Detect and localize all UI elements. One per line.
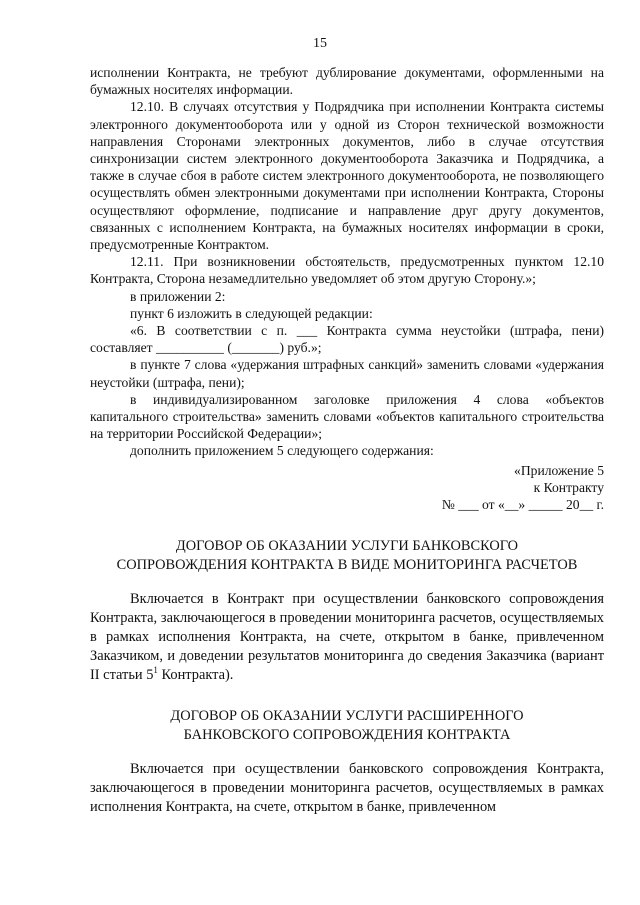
section1-superscript: 1: [153, 665, 158, 676]
section1-text-main: Включается в Контракт при осуществлении банковского сопровождения Контракта, заключающегося в проведении мониторинга расчетов, осуществляемых в рамках исполнения Контракта, на счете, открытом в банке, привлеченном Заказчиком, и доведении результатов мониторинга до сведения Заказчика (вариант II статьи 5: [90, 591, 604, 684]
section2-heading-line2: БАНКОВСКОГО СОПРОВОЖДЕНИЯ КОНТРАКТА: [183, 727, 511, 744]
section1-heading-line2: СОПРОВОЖДЕНИЯ КОНТРАКТА В ВИДЕ МОНИТОРИНГА РАСЧЕТОВ: [116, 557, 578, 574]
paragraph-12-11: 12.11. При возникновении обстоятельств, предусмотренных пунктом 12.10 Контракта, Сторона незамедлительно уведомляет об этом другую Сторону.»;: [90, 254, 604, 287]
section1-heading: [90, 537, 604, 575]
paragraph-item-6: пункт 6 изложить в следующей редакции:: [130, 305, 373, 321]
section2-heading-line1: ДОГОВОР ОБ ОКАЗАНИИ УСЛУГИ РАСШИРЕННОГО: [170, 708, 524, 725]
section1-text-end: Контракта).: [157, 667, 234, 684]
appendix-reference: [90, 462, 604, 514]
paragraph-appendix-4: в индивидуализированном заголовке приложения 4 слова «объектов капитального строительства» заменить словами «объектов капитального строительства на территории Российской Федерации»;: [90, 391, 604, 442]
section1-heading-line1: ДОГОВОР ОБ ОКАЗАНИИ УСЛУГИ БАНКОВСКОГО: [175, 538, 519, 555]
page-number: 15: [313, 36, 327, 51]
paragraph-12-10: 12.10. В случаях отсутствия у Подрядчика при исполнении Контракта системы электронного документооборота или у одной из Сторон технической возможности направления Сторонами электронных документов, либо в случае отсутствия синхронизации систем электронного документооборота Заказчика и Подрядчика, а также в случае сбоя в работе систем электронного документооборота, не позволяющего осуществлять обмен электронными документами при исполнении Контракта, Стороны осуществляют оформление, подписание и направление друг другу документов, связанных с исполнением Контракта, на бумажных носителях информации в сроки, предусмотренные Контрактом.: [90, 99, 604, 253]
section1-text: [90, 590, 604, 685]
section2-text: Включается при осуществлении банковского сопровождения Контракта, заключающегося в проведении мониторинга расчетов, осуществляемых в рамках исполнения Контракта, на счете, открытом в банке, привлеченном: [90, 761, 604, 816]
appendix-reference-line2: к Контракту: [533, 479, 604, 495]
document-body: [90, 64, 604, 817]
section2-heading: [90, 707, 604, 745]
paragraph-item-6-text: «6. В соответствии с п. ___ Контракта сумма неустойки (штрафа, пени) составляет __________ (_______) руб.»;: [90, 323, 604, 356]
paragraph-continuation: исполнении Контракта, не требуют дублирование документами, оформленными на бумажных носителях информации.: [90, 65, 604, 98]
paragraph-appendix-5: дополнить приложением 5 следующего содержания:: [130, 443, 434, 459]
paragraph-item-7: в пункте 7 слова «удержания штрафных санкций» заменить словами «удержания неустойки (штрафа, пени);: [90, 357, 604, 390]
paragraph-appendix-2: в приложении 2:: [130, 288, 226, 304]
appendix-reference-line1: «Приложение 5: [514, 462, 604, 478]
appendix-reference-line3: № ___ от «__» _____ 20__ г.: [441, 497, 604, 513]
